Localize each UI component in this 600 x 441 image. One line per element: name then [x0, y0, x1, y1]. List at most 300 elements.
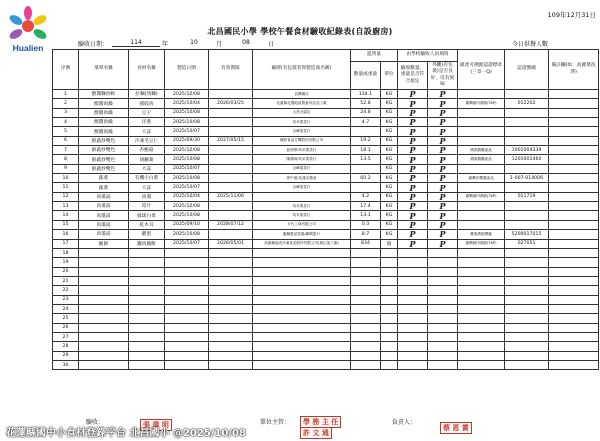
cell-vendor: [253, 342, 351, 351]
cell-c1: [398, 351, 428, 360]
cell-qty: 19.2: [351, 136, 381, 145]
cell-unit: KG: [381, 108, 398, 117]
cell-cert: 1001004339: [505, 146, 549, 155]
cell-dish: 肉羹湯: [79, 230, 129, 239]
cell-unit: [381, 286, 398, 295]
cell-no: 4: [53, 118, 79, 127]
cell-c1: P: [398, 146, 428, 155]
cell-cert: 5200017015: [505, 230, 549, 239]
cell-c2: P: [428, 155, 458, 164]
cell-qty: [351, 323, 381, 332]
cell-cert: [505, 183, 549, 192]
cell-c2: [428, 276, 458, 285]
cell-no: 22: [53, 286, 79, 295]
cell-remark: [549, 174, 599, 183]
cell-c1: [398, 304, 428, 313]
inspector-label: 驗收：: [86, 419, 105, 426]
cell-no: 25: [53, 314, 79, 323]
cell-mfg: [165, 314, 209, 323]
cell-c1: [398, 360, 428, 369]
col-remark: 備註欄(如：高麗菜洗淨): [549, 50, 599, 90]
table-row: [53, 202, 599, 211]
cell-mfg: 2025/10/04: [165, 192, 209, 201]
cell-qty: [351, 164, 381, 173]
col-ingredient: 食材名稱: [129, 50, 165, 90]
cell-c1: [398, 248, 428, 257]
cell-remark: [549, 118, 599, 127]
table-row: [53, 164, 599, 173]
cell-cert: [505, 258, 549, 267]
cell-unit: KG: [381, 136, 398, 145]
cell-item: 豆干: [129, 108, 165, 117]
form-title: 北昌國民小學 學校午餐食材驗收紀錄表(自設廚房): [207, 27, 393, 36]
cell-c1: P: [398, 118, 428, 127]
cell-unit: KG: [381, 211, 398, 220]
cell-mfg: 2025/10/08: [165, 155, 209, 164]
cell-no: 11: [53, 183, 79, 192]
cell-origin: [458, 360, 505, 369]
cell-remark: [549, 230, 599, 239]
cell-exp: [209, 351, 253, 360]
cell-vendor: 百峰果菜行: [253, 183, 351, 192]
inspector-stamp: 張 瑋 明: [140, 419, 172, 431]
cell-c2: P: [428, 90, 458, 99]
table-row: [53, 276, 599, 285]
cell-c2: [428, 267, 458, 276]
cell-qty: [351, 342, 381, 351]
cell-c2: P: [428, 192, 458, 201]
cell-origin: [458, 295, 505, 304]
cell-no: 21: [53, 276, 79, 285]
cell-dish: 蔬菜: [79, 183, 129, 192]
cell-no: 15: [53, 220, 79, 229]
cell-dish: [79, 267, 129, 276]
cell-cert: [505, 164, 549, 173]
cell-item: [129, 351, 165, 360]
cell-c1: [398, 258, 428, 267]
cell-unit: KG: [381, 192, 398, 201]
cell-dish: 鮮蔬炒雙色: [79, 136, 129, 145]
table-row: [53, 248, 599, 257]
director-stamp-name: 許 文 通: [300, 427, 332, 439]
table-row: [53, 304, 599, 313]
cell-vendor: 菇明學/均禾果菜行: [253, 146, 351, 155]
cell-exp: [209, 304, 253, 313]
cell-no: 26: [53, 323, 79, 332]
cell-mfg: [165, 286, 209, 295]
director-stamp: 學 務 主 任: [300, 416, 341, 428]
cell-mfg: 2025/10/08: [165, 230, 209, 239]
cell-item: 拉麵(熟麵): [129, 90, 165, 99]
cell-unit: KG: [381, 174, 398, 183]
table-row: [53, 360, 599, 369]
cell-remark: [549, 155, 599, 164]
cell-c2: P: [428, 220, 458, 229]
cell-exp: [209, 276, 253, 285]
cell-no: 1: [53, 90, 79, 99]
cell-remark: [549, 258, 599, 267]
cell-remark: [549, 248, 599, 257]
cell-qty: 4.2: [351, 192, 381, 201]
cell-exp: [209, 118, 253, 127]
table-row: [53, 323, 599, 332]
cell-item: 綠球白菜: [129, 211, 165, 220]
cell-unit: [381, 323, 398, 332]
cell-item: [129, 295, 165, 304]
cell-vendor: 高雄縣福成冷凍食品股份有限公司(旗山加工廠): [253, 239, 351, 248]
cell-qty: [351, 267, 381, 276]
cell-exp: [209, 90, 253, 99]
cell-no: 7: [53, 146, 79, 155]
cell-origin: 溯源農糧產品: [458, 146, 505, 155]
cell-mfg: 2025/10/08: [165, 211, 209, 220]
cell-origin: [458, 248, 505, 257]
cell-c1: P: [398, 127, 428, 136]
cell-c2: P: [428, 202, 458, 211]
table-row: [53, 192, 599, 201]
cell-mfg: [165, 323, 209, 332]
table-row: [53, 239, 599, 248]
table-row: [53, 99, 599, 108]
cell-cert: [505, 118, 549, 127]
cell-no: 19: [53, 258, 79, 267]
cell-c1: [398, 332, 428, 341]
cell-no: 8: [53, 155, 79, 164]
cell-cert: [505, 286, 549, 295]
table-row: [53, 295, 599, 304]
cell-remark: [549, 192, 599, 201]
cell-cert: 1-007-014006: [505, 174, 549, 183]
cell-unit: [381, 276, 398, 285]
cell-vendor: 花蓮縣北農地區農會肉品加工廠: [253, 99, 351, 108]
col-staff: 由學校驗收人員填寫: [398, 50, 458, 62]
cell-vendor: [253, 276, 351, 285]
cell-remark: [549, 99, 599, 108]
cell-item: 雞蛋: [129, 230, 165, 239]
cell-item: [129, 267, 165, 276]
cell-remark: [549, 146, 599, 155]
col-purchase: 進貨量: [351, 50, 398, 62]
responsible-label: 負責人：: [392, 419, 417, 426]
cell-item: 肉羹: [129, 192, 165, 201]
cell-item: 洋蔥: [129, 118, 165, 127]
year-value: 114: [112, 39, 160, 47]
cell-qty: 13.5: [351, 155, 381, 164]
cell-origin: 雞蛋溯源標籤: [458, 230, 505, 239]
cell-c2: P: [428, 211, 458, 220]
acceptance-table: [52, 49, 599, 370]
cell-dish: 鮪餅: [79, 239, 129, 248]
cell-item: 胡蘿蔔: [129, 155, 165, 164]
cell-no: 20: [53, 267, 79, 276]
cell-origin: [458, 108, 505, 117]
cell-cert: [505, 332, 549, 341]
cell-remark: [549, 332, 599, 341]
cell-unit: KG: [381, 127, 398, 136]
cell-dish: 肉羹湯: [79, 220, 129, 229]
cell-unit: [381, 295, 398, 304]
cell-dish: 鮮蔬炒雙色: [79, 146, 129, 155]
month-value: 10: [190, 39, 198, 46]
cell-exp: [209, 174, 253, 183]
cell-mfg: 2025/09/10: [165, 220, 209, 229]
cell-remark: [549, 220, 599, 229]
cell-c1: P: [398, 202, 428, 211]
table-row: [53, 183, 599, 192]
cell-mfg: [165, 267, 209, 276]
cell-no: 6: [53, 136, 79, 145]
cell-dish: [79, 314, 129, 323]
cell-c2: P: [428, 239, 458, 248]
cell-item: 罐肉鮪餅: [129, 239, 165, 248]
cell-exp: [209, 286, 253, 295]
cell-unit: [381, 248, 398, 257]
cell-remark: [549, 342, 599, 351]
cell-cert: [505, 248, 549, 257]
cell-qty: 60.2: [351, 174, 381, 183]
cell-vendor: [253, 323, 351, 332]
cell-c2: P: [428, 118, 458, 127]
cell-origin: [458, 276, 505, 285]
cell-item: 有機小白菜: [129, 174, 165, 183]
cell-cert: [505, 314, 549, 323]
cell-dish: 蔬菜: [79, 174, 129, 183]
cell-remark: [549, 183, 599, 192]
col-check-qty: 驗收數量、重量是否符合規定: [398, 62, 428, 90]
cell-exp: [209, 314, 253, 323]
cell-vendor: 陳漢琦/均禾果菜行: [253, 155, 351, 164]
cell-no: 16: [53, 230, 79, 239]
cell-origin: [458, 118, 505, 127]
cell-qty: [351, 295, 381, 304]
cell-vendor: [253, 192, 351, 201]
cell-qty: [351, 351, 381, 360]
cell-c2: [428, 342, 458, 351]
cell-cert: 011719: [505, 192, 549, 201]
cell-exp: 2025/11/06: [209, 192, 253, 201]
year-unit: 年: [162, 41, 169, 48]
cell-item: [129, 304, 165, 313]
cell-c2: P: [428, 183, 458, 192]
cell-no: 3: [53, 108, 79, 117]
cell-unit: [381, 332, 398, 341]
col-mfg-date: 製造日期: [165, 50, 209, 90]
cell-unit: [381, 351, 398, 360]
cell-c1: P: [398, 220, 428, 229]
cell-mfg: 2025/10/08: [165, 202, 209, 211]
col-qty: 數量或重量: [351, 62, 381, 90]
cell-c2: [428, 332, 458, 341]
cell-item: [129, 360, 165, 369]
cell-exp: [209, 267, 253, 276]
cell-mfg: 2025/10/07: [165, 164, 209, 173]
cell-no: 27: [53, 332, 79, 341]
cell-exp: [209, 360, 253, 369]
cell-qty: 4.7: [351, 118, 381, 127]
cell-unit: [381, 360, 398, 369]
cell-vendor: 大昌豆腐店: [253, 108, 351, 117]
cell-exp: [209, 248, 253, 257]
cell-c2: [428, 248, 458, 257]
day-unit: 日: [268, 41, 275, 48]
cell-exp: [209, 164, 253, 173]
cell-no: 5: [53, 127, 79, 136]
cell-mfg: 2025/10/07: [165, 239, 209, 248]
cell-exp: [209, 211, 253, 220]
cell-mfg: 2025/10/08: [165, 118, 209, 127]
cell-c1: [398, 286, 428, 295]
cell-item: 乾木耳: [129, 220, 165, 229]
cell-cert: [505, 220, 549, 229]
cell-cert: [505, 108, 549, 117]
cell-qty: [351, 332, 381, 341]
cell-exp: [209, 108, 253, 117]
cell-vendor: 百峰果菜行: [253, 164, 351, 173]
meals-label: 今日供餐人數: [512, 41, 549, 48]
cell-exp: [209, 342, 253, 351]
cell-remark: [549, 304, 599, 313]
cell-item: [129, 314, 165, 323]
table-row: [53, 342, 599, 351]
cell-vendor: 龍珮蛋品牧場/聯興蛋行: [253, 230, 351, 239]
cell-exp: [209, 183, 253, 192]
cell-origin: [458, 90, 505, 99]
cell-origin: [458, 267, 505, 276]
col-dish: 菜單名稱: [79, 50, 129, 90]
cell-mfg: 2025/10/08: [165, 90, 209, 99]
cell-c2: [428, 360, 458, 369]
cell-c1: [398, 342, 428, 351]
cell-c2: [428, 314, 458, 323]
cell-origin: [458, 183, 505, 192]
cell-remark: [549, 267, 599, 276]
cell-dish: [79, 332, 129, 341]
cell-remark: [549, 314, 599, 323]
cell-mfg: [165, 295, 209, 304]
cell-origin: [458, 220, 505, 229]
cell-exp: [209, 295, 253, 304]
cell-vendor: [253, 360, 351, 369]
cell-mfg: [165, 342, 209, 351]
cell-dish: 鮮蔬炒雙色: [79, 155, 129, 164]
watermark: 花蓮縣國中小食材登錄平台 北昌國小 @2025/10/08: [6, 428, 246, 439]
cell-exp: 2026/03/25: [209, 99, 253, 108]
cell-unit: KG: [381, 183, 398, 192]
cell-remark: [549, 202, 599, 211]
cell-exp: [209, 332, 253, 341]
cell-dish: 醇醬肉燥: [79, 127, 129, 136]
cell-mfg: 2025/10/08: [165, 108, 209, 117]
cell-unit: [381, 314, 398, 323]
cell-qty: 13.1: [351, 211, 381, 220]
cell-origin: [458, 323, 505, 332]
cell-c2: P: [428, 127, 458, 136]
cell-c2: [428, 295, 458, 304]
table-row: [53, 351, 599, 360]
table-row: [53, 314, 599, 323]
cell-c1: P: [398, 136, 428, 145]
table-row: [53, 332, 599, 341]
cell-cert: [505, 202, 549, 211]
cell-no: 23: [53, 295, 79, 304]
table-row: [53, 155, 599, 164]
cell-item: [129, 332, 165, 341]
cell-unit: [381, 267, 398, 276]
cell-exp: [209, 230, 253, 239]
cell-dish: 肉羹湯: [79, 202, 129, 211]
table-row: [53, 230, 599, 239]
cell-c2: P: [428, 108, 458, 117]
cell-c2: P: [428, 230, 458, 239]
cell-unit: [381, 258, 398, 267]
cell-dish: [79, 304, 129, 313]
cell-item: [129, 276, 165, 285]
hualien-logo-icon: [6, 4, 50, 46]
cell-origin: [458, 286, 505, 295]
cell-qty: 0.3: [351, 220, 381, 229]
cell-remark: [549, 323, 599, 332]
cell-c2: [428, 258, 458, 267]
cell-exp: 2028/07/12: [209, 220, 253, 229]
cell-cert: [505, 136, 549, 145]
cell-qty: 134.1: [351, 90, 381, 99]
cell-unit: [381, 304, 398, 313]
cell-exp: [209, 146, 253, 155]
cell-no: 18: [53, 248, 79, 257]
table-row: [53, 286, 599, 295]
cell-origin: [458, 164, 505, 173]
cell-qty: [351, 183, 381, 192]
cell-mfg: [165, 351, 209, 360]
table-row: [53, 90, 599, 99]
cell-mfg: [165, 248, 209, 257]
cell-c1: P: [398, 99, 428, 108]
cell-origin: 臺灣有機農產品: [458, 174, 505, 183]
cell-origin: 臺灣豬肉溯源(TAP): [458, 99, 505, 108]
cell-cert: 1201001460: [505, 155, 549, 164]
cell-no: 30: [53, 360, 79, 369]
cell-unit: 個: [381, 239, 398, 248]
cell-dish: [79, 351, 129, 360]
cell-dish: [79, 258, 129, 267]
cell-qty: 8.7: [351, 230, 381, 239]
cell-dish: [79, 286, 129, 295]
cell-origin: [458, 304, 505, 313]
cell-cert: [505, 304, 549, 313]
cell-c2: P: [428, 174, 458, 183]
cell-vendor: [253, 304, 351, 313]
cell-origin: [458, 136, 505, 145]
col-seq: 序號: [53, 50, 79, 90]
cell-qty: [351, 127, 381, 136]
cell-qty: 18.1: [351, 146, 381, 155]
cell-c1: P: [398, 155, 428, 164]
cell-cert: [505, 267, 549, 276]
cell-no: 24: [53, 304, 79, 313]
table-row: [53, 220, 599, 229]
cell-unit: KG: [381, 202, 398, 211]
cell-exp: 2026/05/01: [209, 239, 253, 248]
table-row: [53, 136, 599, 145]
cell-origin: [458, 211, 505, 220]
cell-item: 豬絞肉: [129, 99, 165, 108]
cell-c1: P: [398, 108, 428, 117]
cell-cert: [505, 351, 549, 360]
cell-unit: KG: [381, 118, 398, 127]
cell-qty: [351, 248, 381, 257]
cell-remark: [549, 127, 599, 136]
cell-exp: [209, 202, 253, 211]
